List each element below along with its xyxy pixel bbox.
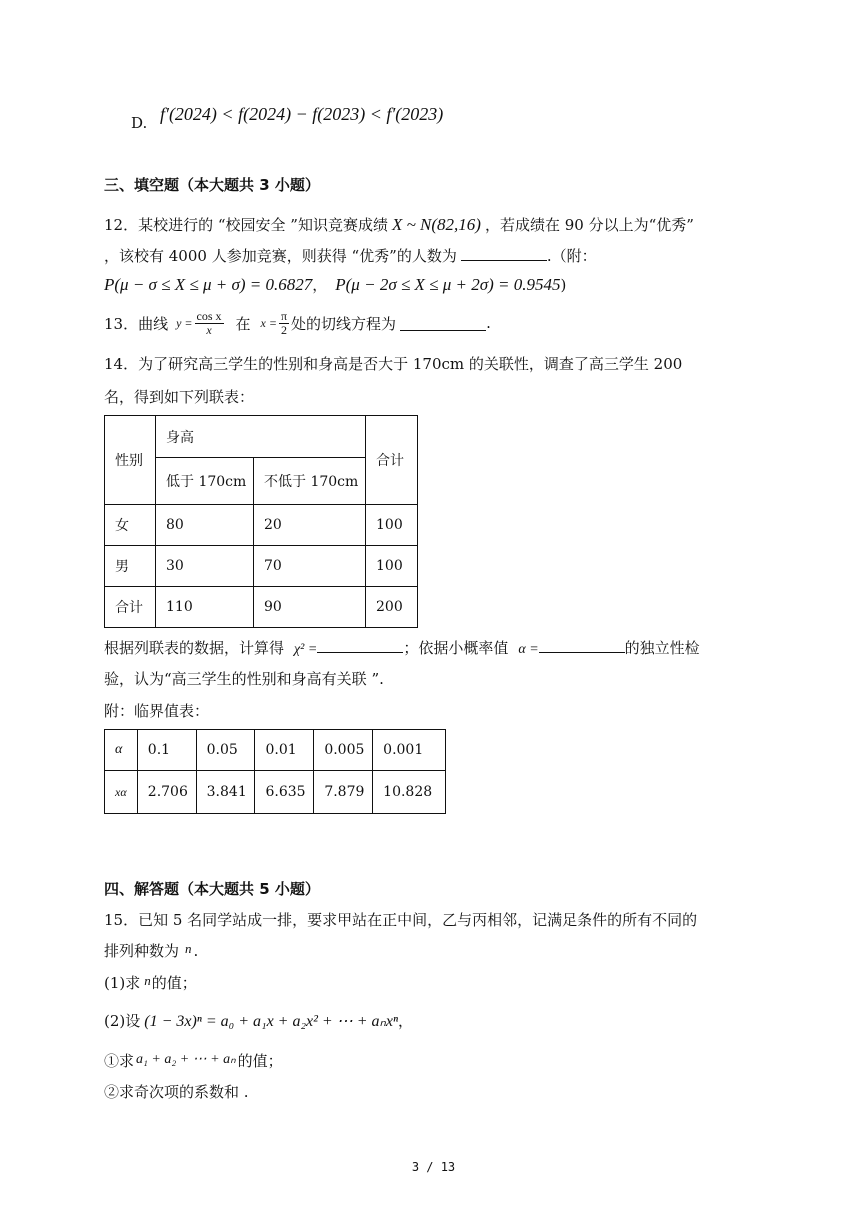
cell-below: 30 [156,546,254,587]
option-d-label: D. [131,114,148,132]
q15-sub1 [104,1050,283,1071]
q14-line1: 14．为了研究高三学生的性别和身高是否大于 170cm 的关联性，调查了高三学生 200 [104,355,683,373]
header-not-below-170: 不低于 170cm [254,458,366,505]
cell-total: 200 [366,587,418,628]
q13-line [104,300,491,346]
q14-text-a: 根据列联表的数据，计算得 [104,639,285,657]
alpha-value: 0.005 [314,730,373,771]
q15-part2-b: ， [398,1012,414,1030]
q13-answer-blank[interactable] [400,316,486,331]
q14-text-b: ；依据小概率值 [403,639,509,657]
cell-total: 100 [366,505,418,546]
table-row [105,587,418,628]
critical-value: 2.706 [137,771,196,814]
q15-part1-n: n [144,973,151,988]
contingency-table [104,415,418,628]
x-alpha-label: xα [105,771,138,814]
q14-appendix: 附：临界值表： [104,702,210,720]
q12-formulas [104,274,566,295]
q13-prefix: 13．曲线 [104,314,169,333]
cell-below: 110 [156,587,254,628]
q14-alpha-blank[interactable] [539,638,625,653]
page-number: 3 / 13 [411,1160,456,1174]
q15-text-a: 排列种数为 [104,942,180,960]
header-total: 合计 [366,416,418,505]
q15-sub2: ②求奇次项的系数和 . [104,1083,249,1101]
q13-x-eq: x = [260,315,277,330]
q14-chi-blank[interactable] [317,638,403,653]
q15-sub1-b: 的值； [237,1052,283,1070]
cell-total: 100 [366,546,418,587]
cell-not-below: 70 [254,546,366,587]
critical-value: 6.635 [255,771,314,814]
q12-prob-2: P(μ − 2σ ≤ X ≤ μ + 2σ) = 0.9545 [335,275,561,294]
critical-value-table [104,729,446,814]
cell-not-below: 20 [254,505,366,546]
alpha-value: 0.001 [373,730,446,771]
q13-suffix: 处的切线方程为 [291,314,397,333]
q15-expansion: (1 − 3x)ⁿ = a₀ + a₁x + a₂x² + ⋯ + aₙxⁿ [144,1013,399,1030]
table-row [105,771,446,814]
critical-value: 10.828 [373,771,446,814]
q15-line1: 15．已知 5 名同学站成一排，要求甲站在正中间，乙与丙相邻，记满足条件的所有不同的 [104,911,698,929]
q12-prob-1: P(μ − σ ≤ X ≤ μ + σ) = 0.6827 [104,275,313,294]
q13-pi-numerator: π [280,308,288,323]
q12-line1 [104,214,694,235]
header-gender: 性别 [105,416,156,505]
q14-chi: χ² = [294,642,318,657]
q14-line2: 名，得到如下列联表： [104,388,255,406]
q15-part1-b: 的值； [151,974,197,992]
q12-distribution: X ~ N(82,16) [391,215,481,234]
section-3-title: 三、填空题（本大题共 3 小题） [104,176,320,194]
q13-denominator: x [206,322,212,337]
alpha-value: 0.05 [196,730,255,771]
q13-pi-fraction [279,310,289,337]
q13-y-eq: y = [176,315,193,330]
q13-fraction [195,310,224,337]
critical-value: 7.879 [314,771,373,814]
q14-alpha-eq: α = [518,642,539,657]
q12-text-a: 12．某校进行的 “校园安全 ”知识竞赛成绩 [104,216,388,234]
q14-after-line2: 验，认为“高三学生的性别和身高有关联 ”. [104,670,384,688]
header-below-170: 低于 170cm [156,458,254,505]
q15-sub1-a: ①求 [104,1052,135,1070]
table-row [105,730,446,771]
q13-numerator: cos x [196,308,222,323]
q15-text-b: . [193,942,199,960]
table-row [105,546,418,587]
q15-part1-a: (1)求 [104,974,141,992]
alpha-value: 0.01 [255,730,314,771]
q12-line2 [104,245,597,266]
q12-close: ) [560,276,567,294]
q12-text-c: ，该校有 4000 人参加竞赛，则获得 “优秀”的人数为 [104,247,457,265]
q15-sum: a₁ + a₂ + ⋯ + aₙ [136,1052,236,1067]
critical-value: 3.841 [196,771,255,814]
q15-part1 [104,972,197,993]
q14-after-line1 [104,637,700,658]
row-label: 女 [105,505,156,546]
alpha-value: 0.1 [137,730,196,771]
q13-at: 在 [235,314,251,333]
table-row [105,505,418,546]
q12-text-b: ，若成绩在 90 分以上为“优秀” [484,216,694,234]
q12-text-d: .（附： [546,247,597,265]
row-label: 合计 [105,587,156,628]
q15-line2 [104,940,198,961]
cell-below: 80 [156,505,254,546]
q12-sep: ， [312,276,328,294]
alpha-label: α [105,730,138,771]
q13-pi-denominator: 2 [281,322,288,337]
q15-n: n [185,941,192,956]
option-d-formula: f′(2024) < f(2024) − f(2023) < f′(2023) [160,104,444,124]
cell-not-below: 90 [254,587,366,628]
q15-part2-a: (2)设 [104,1012,141,1030]
section-4-title: 四、解答题（本大题共 5 小题） [104,880,320,898]
q12-answer-blank[interactable] [461,246,547,261]
header-height: 身高 [156,416,366,458]
q13-end: . [486,314,491,332]
row-label: 男 [105,546,156,587]
q15-part2 [104,1010,413,1031]
q14-text-c: 的独立性检 [624,639,700,657]
